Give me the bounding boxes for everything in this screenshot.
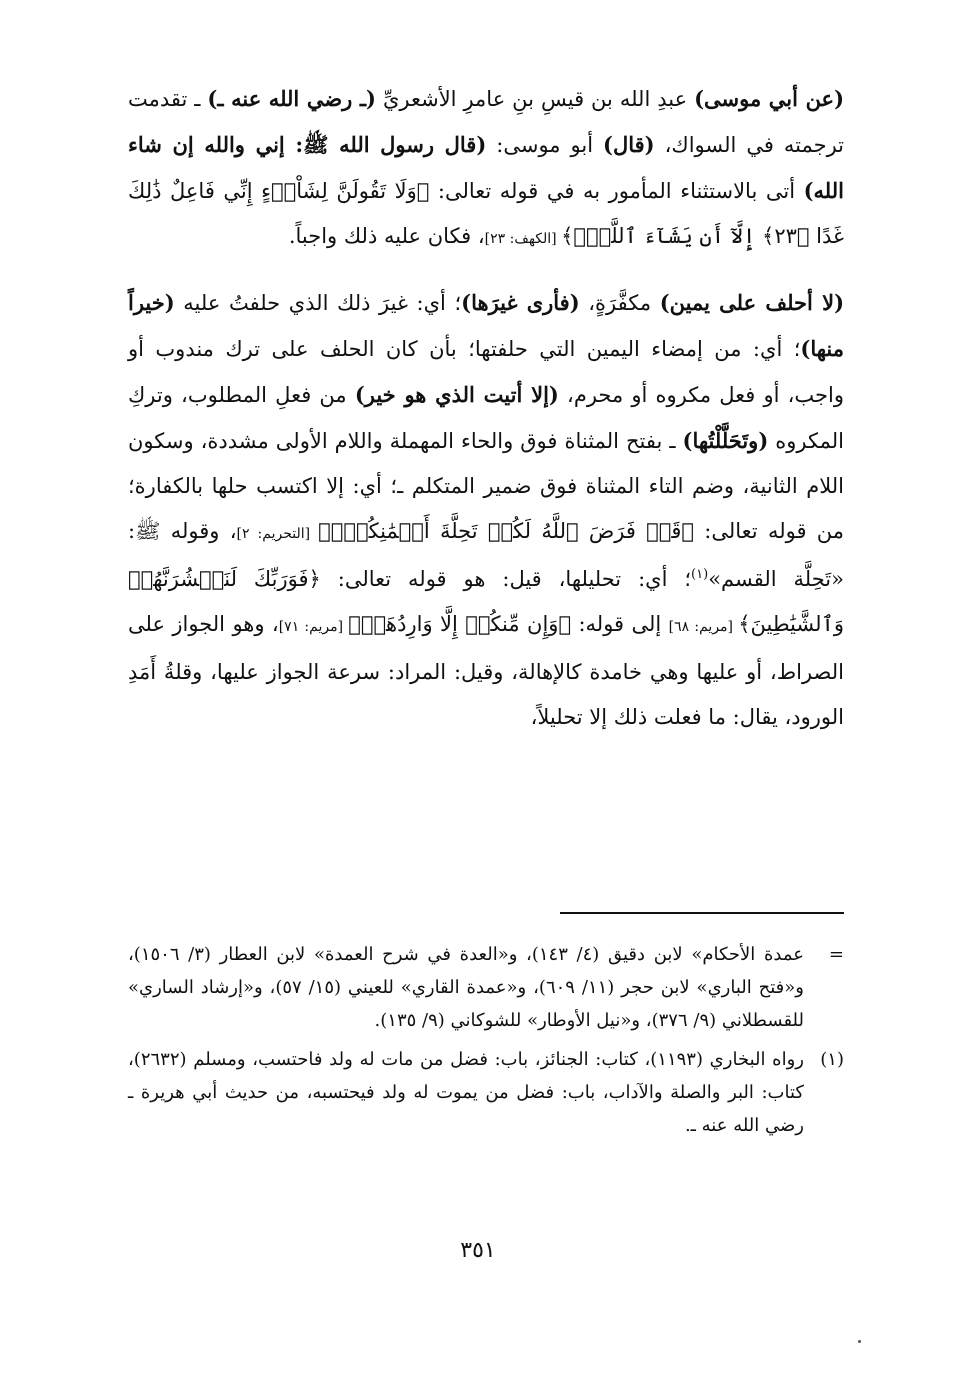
text-run: (عن أبي موسى): [694, 86, 845, 111]
footnote-marker: (١): [820, 1049, 844, 1070]
paragraph-2: [128, 280, 844, 740]
scan-speck: [858, 1340, 861, 1343]
footnote-text: رواه البخاري (١١٩٣)، كتاب: الجنائز، باب: فضل من مات له ولد فاحتسب، ومسلم (٢٦٣٢)، كتاب: البر والصلة والآداب، باب: فضل من يموت له ولد فيحتسبه، من حديث أبي هريرة ـ رضي الله عنه ـ.: [128, 1049, 804, 1136]
text-run: إلى قوله:: [571, 612, 669, 636]
surah-reference: [مريم: ٧١]: [278, 619, 349, 635]
paragraph-1: [128, 76, 844, 262]
text-run: (فأرى غيرَها): [461, 290, 580, 315]
quran-quote: ﴿وَلَا تَقُولَنَّ لِشَاْيۡءٍ إِنِّي فَاعِلٌ ذَٰلِكَ غَدًا ﴿٢٣﴾ إِلَّآ أَن يَشَآءَ ٱللَّهُۚ﴾: [128, 179, 844, 248]
text-run: أبو موسى:: [486, 133, 604, 157]
text-run: ـ بفتح المثناة فوق والحاء المهملة واللام الأولى مشددة، وسكون اللام الثانية، وضم التاء المثناة فوق ضمير المتكلم ـ؛ أي: إلا اكتسب حلها بالكفارة؛ من قوله تعالى:: [128, 429, 845, 543]
quran-quote: ﴿وَإِن مِّنكُمۡ إِلَّا وَارِدُهَاۚ﴾: [348, 612, 572, 636]
text-run: ـ تقدمت ترجمته في السواك،: [128, 87, 845, 157]
page-number: ٣٥١: [460, 1238, 496, 1263]
footnote-1: [128, 1043, 844, 1142]
footnotes: [128, 938, 844, 1148]
text-run: من فعلِ المطلوب، وتركِ المكروه: [128, 383, 844, 453]
surah-reference: [مريم: ٦٨]: [668, 619, 739, 635]
footnote-continuation: [128, 938, 844, 1037]
quran-quote: ﴿فَوَرَبِّكَ لَنَحۡشُرَنَّهُمۡ وَٱلشَّيَٰطِينَ﴾: [128, 567, 844, 636]
text-run: مكفَّرَةٍ،: [579, 291, 660, 315]
surah-reference: [التحريم: ٢]: [236, 526, 319, 542]
text-run: (قال رسول الله ﷺ: إني والله إن شاء الله): [128, 132, 844, 203]
text-run: ؛ أي: تحليلها، قيل: هو قوله تعالى:: [320, 567, 692, 591]
text-run: عبدِ الله بن قيسِ بنِ عامرِ الأشعريِّ: [376, 87, 695, 111]
text-run: (لا أحلف على يمين): [659, 290, 845, 315]
text-run: (خيراً منها): [128, 290, 844, 361]
footnote-ref[interactable]: (١): [691, 567, 709, 582]
text-run: أتى بالاستثناء المأمور به في قوله تعالى:: [429, 179, 804, 203]
text-run: ؛ أي: غيرَ ذلك الذي حلفتُ عليه: [174, 291, 462, 315]
text-run: (ـ رضي الله عنه ـ): [207, 86, 376, 111]
text-run: (وتَحَلَّلْتُها): [682, 428, 769, 453]
text-run: ، وهو الجواز على الصراط، أو عليها وهي خامدة كالإهالة، وقيل: المراد: سرعة الجواز عليها، وقلةُ أَمَدِ الورود، يقال: ما فعلت ذلك إلا تحليلاً،: [128, 612, 844, 729]
text-run: (قال): [603, 132, 655, 157]
text-run: ؛ أي: من إمضاء اليمين التي حلفتها؛ بأن كان الحلف على ترك مندوب أو واجب، أو فعل مكروه أو محرم،: [128, 337, 845, 407]
text-run: (إلا أتيت الذي هو خير): [354, 382, 559, 407]
footnote-marker: =: [828, 944, 844, 965]
text-run: ، وقوله ﷺ: «تَحِلَّة القسم»: [128, 519, 844, 591]
quran-quote: ﴿قَدۡ فَرَضَ ٱللَّهُ لَكُمۡ تَحِلَّةَ أَيۡمَٰنِكُمۡۚ﴾: [318, 519, 695, 543]
surah-reference: [الكهف: ٢٣]: [484, 231, 562, 247]
text-run: ، فكان عليه ذلك واجباً.: [288, 224, 485, 248]
main-text: [128, 76, 844, 740]
footnote-divider: [560, 912, 844, 914]
footnote-text: عمدة الأحكام» لابن دقيق (٤/ ١٤٣)، و«العدة في شرح العمدة» لابن العطار (٣/ ١٥٠٦)، و«فتح الباري» لابن حجر (١١/ ٦٠٩)، و«عمدة القاري» للعيني (١٥/ ٥٧)، و«إرشاد الساري» للقسطلاني (٩/ ٣٧٦)، و«نيل الأوطار» للشوكاني (٩/ ١٣٥).: [128, 944, 804, 1031]
